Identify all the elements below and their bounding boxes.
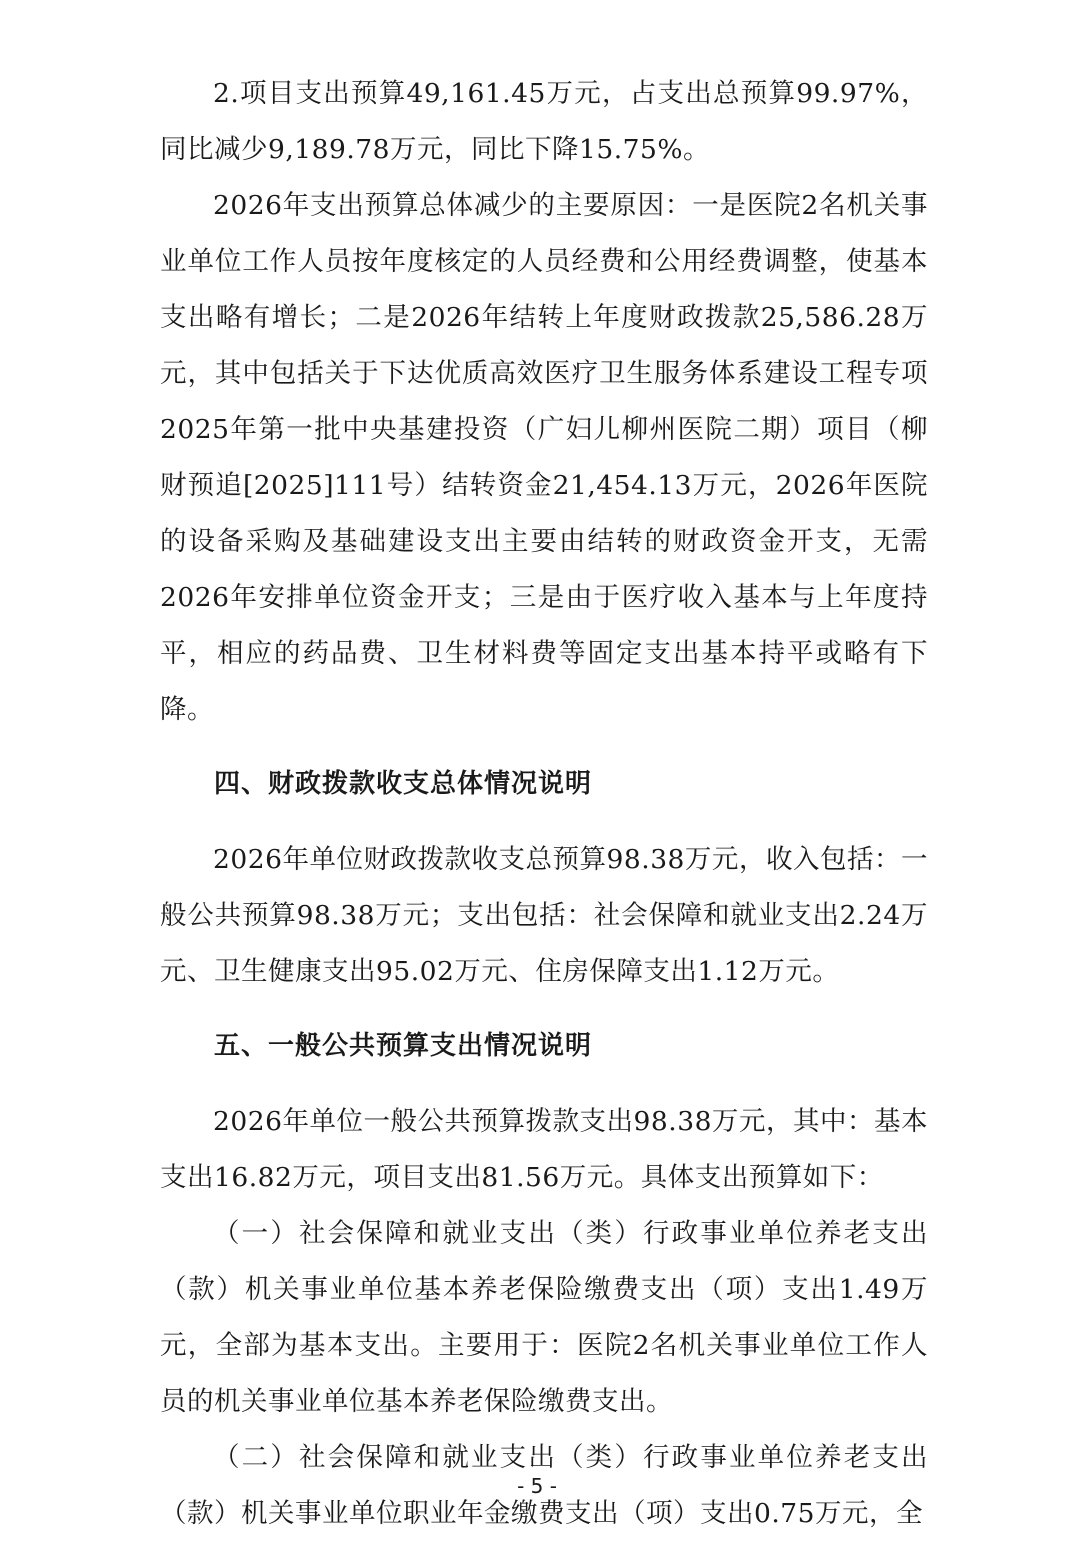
paragraph-fiscal-appropriation: 2026年单位财政拨款收支总预算98.38万元，收入包括：一般公共预算98.38万元；支出包括：社会保障和就业支出2.24万元、卫生健康支出95.02万元、住房保障支出1.12万元。 [160, 844, 928, 987]
paragraph-general-public-budget: 2026年单位一般公共预算拨款支出98.38万元，其中：基本支出16.82万元，项目支出81.56万元。具体支出预算如下： [160, 1106, 928, 1193]
paragraph-item-two-annuity: （二）社会保障和就业支出（类）行政事业单位养老支出（款）机关事业单位职业年金缴费支出（项）支出0.75万元，全 [160, 1442, 928, 1529]
section-heading-general-public-budget: 五、一般公共预算支出情况说明 [214, 1031, 593, 1061]
section-heading-fiscal-appropriation: 四、财政拨款收支总体情况说明 [214, 769, 593, 799]
document-page [160, 66, 928, 1542]
paragraph-item-one-pension: （一）社会保障和就业支出（类）行政事业单位养老支出（款）机关事业单位基本养老保险缴费支出（项）支出1.49万元，全部为基本支出。主要用于：医院2名机关事业单位工作人员的机关事业单位基本养老保险缴费支出。 [160, 1218, 928, 1417]
paragraph-project-expenditure: 2.项目支出预算49,161.45万元，占支出总预算99.97%，同比减少9,189.78万元，同比下降15.75%。 [160, 78, 928, 165]
paragraph-budget-decrease-reasons: 2026年支出预算总体减少的主要原因：一是医院2名机关事业单位工作人员按年度核定的人员经费和公用经费调整，使基本支出略有增长；二是2026年结转上年度财政拨款25,586.28万元，其中包括关于下达优质高效医疗卫生服务体系建设工程专项2025年第一批中央基建投资（广妇儿柳州医院二期）项目（柳财预追[2025]111号）结转资金21,454.13万元，2026年医院的设备采购及基础建设支出主要由结转的财政资金开支，无需2026年安排单位资金开支；三是由于医疗收入基本与上年度持平，相应的药品费、卫生材料费等固定支出基本持平或略有下降。 [160, 190, 928, 725]
page-number: - 5 - [517, 1474, 557, 1498]
